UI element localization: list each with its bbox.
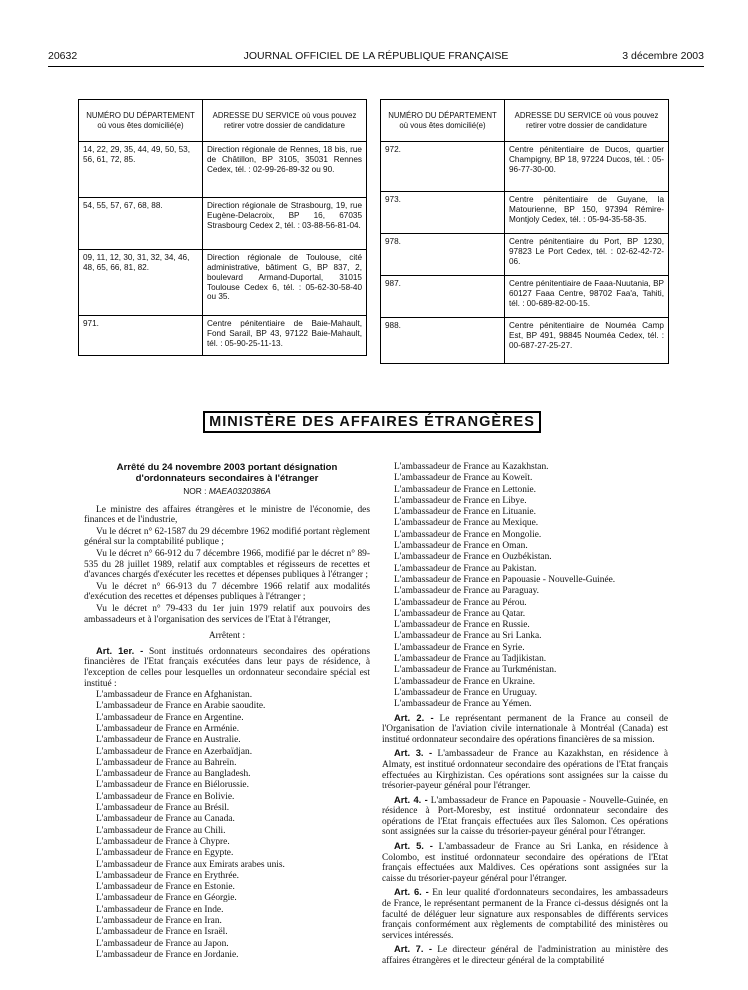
ambassador-entry: L'ambassadeur de France en Arménie. <box>96 723 240 734</box>
ambassador-entry: L'ambassadeur de France en Syrie. <box>394 642 525 653</box>
table-row <box>79 316 367 356</box>
article-list <box>382 713 668 967</box>
nor-label: NOR : <box>183 486 207 496</box>
nor-reference <box>84 486 370 497</box>
ambassador-entry: L'ambassadeur de France au Yémen. <box>394 699 532 710</box>
ambassador-entry: L'ambassadeur de France en Israël. <box>96 927 228 938</box>
nor-code: MAEA0320386A <box>208 486 271 496</box>
ambassador-entry: L'ambassadeur de France au Sri Lanka. <box>394 631 542 642</box>
ambassador-list-left <box>84 690 370 960</box>
article-paragraph <box>382 713 668 746</box>
table-header-department: NUMÉRO DU DÉPARTEMENT où vous êtes domicilié(e) <box>381 100 505 142</box>
ambassador-entry: L'ambassadeur de France en Inde. <box>96 904 224 915</box>
ambassador-list-right <box>382 462 668 710</box>
department-cell: 987. <box>381 276 505 318</box>
address-cell: Centre pénitentiaire de Nouméa Camp Est, BP 491, 98845 Nouméa Cedex, tél. : 00-687-27-25-27. <box>505 318 669 364</box>
article-text: L'ambassadeur de France au Kazakhstan, en résidence à Almaty, est institué ordonnateur secondaire des opérations de l'Etat français effectuées au Kirghizistan. Ces opérations sont assignées sur la caisse du trésorier-payeur général pour l'étranger. <box>382 749 669 792</box>
preamble-paragraph: Le ministre des affaires étrangères et le ministre de l'économie, des finances et de l'industrie, <box>84 504 370 526</box>
preamble-paragraph: Vu le décret n° 79-433 du 1er juin 1979 relatif aux pouvoirs des ambassadeurs et à l'organisation des services de l'Etat à l'étranger, <box>84 603 370 625</box>
article-paragraph <box>382 887 668 941</box>
table-header-address: ADRESSE DU SERVICE où vous pouvez retirer votre dossier de candidature <box>203 100 367 142</box>
ambassador-entry: L'ambassadeur de France au Bangladesh. <box>96 769 251 780</box>
ambassador-entry: L'ambassadeur de France au Turkménistan. <box>394 665 557 676</box>
ambassador-entry: L'ambassadeur de France au Bahreïn. <box>96 757 237 768</box>
table-row <box>79 198 367 250</box>
table-row <box>381 234 669 276</box>
ambassador-entry: L'ambassadeur de France au Kazakhstan. <box>394 462 549 472</box>
table-row <box>381 318 669 364</box>
ambassador-entry: L'ambassadeur de France en Ukraine. <box>394 676 535 687</box>
address-cell: Centre pénitentiaire de Baie-Mahault, Fond Sarail, BP 43, 97122 Baie-Mahault, tél. : 05-90-25-11-13. <box>203 316 367 356</box>
article-paragraph <box>382 841 668 884</box>
ambassador-entry: L'ambassadeur de France au Japon. <box>96 938 229 949</box>
journal-title: JOURNAL OFFICIEL DE LA RÉPUBLIQUE FRANÇAISE <box>243 50 509 62</box>
table-row <box>381 142 669 192</box>
ambassador-entry: L'ambassadeur de France au Koweït. <box>394 473 533 484</box>
address-cell: Direction régionale de Strasbourg, 19, rue Eugène-Delacroix, BP 16, 67035 Strasbourg Cedex 2, tél. : 03-88-56-81-04. <box>203 198 367 250</box>
ambassador-entry: L'ambassadeur de France au Pakistan. <box>394 563 537 574</box>
department-cell: 54, 55, 57, 67, 68, 88. <box>79 198 203 250</box>
page-header <box>48 50 704 64</box>
preamble-paragraph: Vu le décret n° 66-913 du 7 décembre 1966 relatif aux modalités d'exécution des recettes et dépenses publiques à l'étranger ; <box>84 581 370 603</box>
address-cell: Centre pénitentiaire de Faaa-Nuutania, BP 60127 Faaa Centre, 98702 Faa'a, Tahiti, tél. : 00-689-82-00-15. <box>505 276 669 318</box>
table-header-address: ADRESSE DU SERVICE où vous pouvez retirer votre dossier de candidature <box>505 100 669 142</box>
article-label: Art. 2. - <box>394 711 434 723</box>
ambassador-entry: L'ambassadeur de France en Lituanie. <box>394 507 536 518</box>
article-text: Le directeur général de l'administration au ministère des affaires étrangères et le directeur général de la comptabilité <box>382 945 669 966</box>
table-row <box>381 192 669 234</box>
ambassador-entry: L'ambassadeur de France en Uruguay. <box>394 687 537 698</box>
article-paragraph <box>382 748 668 791</box>
article-text: Le représentant permanent de la France au conseil de l'Organisation de l'aviation civile internationale à Montréal (Canada) est institué ordonnateur secondaire des opérations financières de sa mission. <box>382 713 668 745</box>
ambassador-entry: L'ambassadeur de France en Lettonie. <box>394 484 536 495</box>
ambassador-entry: L'ambassadeur de France en Biélorussie. <box>96 780 249 791</box>
address-cell: Centre pénitentiaire de Guyane, la Matourienne, BP 150, 97394 Rémire-Montjoly Cedex, tél. : 05-94-35-58-35. <box>505 192 669 234</box>
department-cell: 972. <box>381 142 505 192</box>
address-cell: Centre pénitentiaire du Port, BP 1230, 97823 Le Port Cedex, tél. : 02-62-42-72-06. <box>505 234 669 276</box>
ambassador-entry: L'ambassadeur de France en Egypte. <box>96 848 234 859</box>
ambassador-entry: L'ambassadeur de France au Mexique. <box>394 518 539 529</box>
department-cell: 14, 22, 29, 35, 44, 49, 50, 53, 56, 61, 72, 85. <box>79 142 203 198</box>
article-label: Art. 5. - <box>394 840 433 852</box>
preamble-paragraph: Vu le décret n° 62-1587 du 29 décembre 1962 modifié portant règlement général sur la comptabilité publique ; <box>84 526 370 548</box>
page-number: 20632 <box>48 50 78 62</box>
department-cell: 973. <box>381 192 505 234</box>
department-cell: 09, 11, 12, 30, 31, 32, 34, 46, 48, 65, 66, 81, 82. <box>79 250 203 316</box>
address-cell: Centre pénitentiaire de Ducos, quartier Champigny, BP 18, 97224 Ducos, tél. : 05-96-77-30-00. <box>505 142 669 192</box>
article-label: Art. 1er. - <box>96 644 144 656</box>
ambassador-entry: L'ambassadeur de France en Afghanistan. <box>96 690 253 701</box>
left-text-column <box>84 462 370 961</box>
ambassador-entry: L'ambassadeur de France à Chypre. <box>96 836 230 847</box>
ambassador-entry: L'ambassadeur de France en Bolivie. <box>96 791 235 802</box>
ambassador-entry: L'ambassadeur de France en Azerbaïdjan. <box>96 746 253 757</box>
table-row <box>79 142 367 198</box>
ambassador-entry: L'ambassadeur de France aux Emirats arabes unis. <box>96 859 285 870</box>
ambassador-entry: L'ambassadeur de France en Mongolie. <box>394 529 542 540</box>
arretent: Arrêtent : <box>208 631 246 642</box>
arrete-title-line2: d'ordonnateurs secondaires à l'étranger <box>135 473 319 484</box>
ambassador-entry: L'ambassadeur de France en Géorgie. <box>96 893 237 904</box>
article-paragraph <box>382 795 668 838</box>
article-label: Art. 7. - <box>394 943 433 955</box>
department-cell: 988. <box>381 318 505 364</box>
header-rule <box>48 66 704 67</box>
ambassador-entry: L'ambassadeur de France en Argentine. <box>96 712 244 723</box>
article-text: L'ambassadeur de France en Papouasie - Nouvelle-Guinée, en résidence à Port-Moresby, est institué ordonnateur secondaire des opérations de l'Etat français effectuées aux îles Salomon. Ces opérations sont assignées sur la caisse du trésorier-payeur général pour l'étranger. <box>382 795 668 838</box>
ambassador-entry: L'ambassadeur de France en Libye. <box>394 495 527 506</box>
article-text: Sont institués ordonnateurs secondaires des opérations financières de l'Etat français exécutées dans leur pays de résidence, à l'exception de celles pour lesquelles un ordonnateur secondaire spécial est institué : <box>84 646 370 689</box>
address-cell: Direction régionale de Toulouse, cité administrative, bâtiment G, BP 837, 2, boulevard Armand-Duportal, 31015 Toulouse Cedex 6, tél. : 05-62-30-58-40 ou 35. <box>203 250 367 316</box>
ambassador-entry: L'ambassadeur de France au Pérou. <box>394 597 527 608</box>
ambassador-entry: L'ambassadeur de France au Tadjikistan. <box>394 654 547 665</box>
ambassador-entry: L'ambassadeur de France en Russie. <box>394 620 530 631</box>
department-cell: 978. <box>381 234 505 276</box>
article-label: Art. 3. - <box>394 747 433 759</box>
arrete-title-line1: Arrêté du 24 novembre 2003 portant désignation <box>116 462 338 473</box>
ambassador-entry: L'ambassadeur de France en Oman. <box>394 541 528 552</box>
ambassador-entry: L'ambassadeur de France en Papouasie - Nouvelle-Guinée. <box>394 574 616 585</box>
ambassador-entry: L'ambassadeur de France en Estonie. <box>96 882 235 893</box>
right-department-table <box>380 99 669 364</box>
ambassador-entry: L'ambassadeur de France au Paraguay. <box>394 586 540 597</box>
address-cell: Direction régionale de Rennes, 18 bis, rue de Châtillon, BP 3105, 35031 Rennes Cedex, tél. : 02-99-26-89-32 ou 90. <box>203 142 367 198</box>
article-label: Art. 6. - <box>394 886 429 898</box>
table-header-department: NUMÉRO DU DÉPARTEMENT où vous êtes domicilié(e) <box>79 100 203 142</box>
ambassador-entry: L'ambassadeur de France en Erythrée. <box>96 870 240 881</box>
article-text: L'ambassadeur de France au Sri Lanka, en résidence à Colombo, est institué ordonnateur secondaire des opérations de l'Etat français effectuées aux Maldives. Ces opérations sont assignées sur la caisse du trésorier-payeur général pour l'étranger. <box>382 842 669 884</box>
table-row <box>79 250 367 316</box>
department-cell: 971. <box>79 316 203 356</box>
ambassador-entry: L'ambassadeur de France au Chili. <box>96 825 226 836</box>
preamble-paragraph: Vu le décret n° 66-912 du 7 décembre 1966, modifié par le décret n° 89-535 du 28 juillet 1989, relatif aux comptables et régisseurs de recettes et d'avances chargés d'exécuter les recettes et dépenses publiques à l'étranger ; <box>84 548 370 581</box>
ambassador-entry: L'ambassadeur de France au Qatar. <box>394 608 526 619</box>
ambassador-entry: L'ambassadeur de France en Australie. <box>96 735 241 746</box>
article-1 <box>84 646 370 689</box>
table-row <box>381 276 669 318</box>
ambassador-entry: L'ambassadeur de France en Ouzbékistan. <box>394 552 552 563</box>
article-label: Art. 4. - <box>394 793 428 805</box>
ministry-heading: MINISTÈRE DES AFFAIRES ÉTRANGÈRES <box>203 411 541 433</box>
ambassador-entry: L'ambassadeur de France au Canada. <box>96 814 235 825</box>
right-text-column <box>382 462 668 968</box>
ambassador-entry: L'ambassadeur de France en Iran. <box>96 916 222 927</box>
ambassador-entry: L'ambassadeur de France en Jordanie. <box>96 949 239 960</box>
issue-date: 3 décembre 2003 <box>622 50 704 62</box>
article-text: En leur qualité d'ordonnateurs secondaires, les ambassadeurs de France, le représentant permanent de la France ci-dessus désignés ont la faculté de déléguer leur signature aux responsables de différents services français conformément aux règlements de comptabilité des ministères ou services intéressés. <box>382 888 669 941</box>
ambassador-entry: L'ambassadeur de France en Arabie saoudite. <box>96 701 266 712</box>
article-paragraph <box>382 944 668 966</box>
ambassador-entry: L'ambassadeur de France au Brésil. <box>96 803 230 814</box>
left-department-table <box>78 99 367 356</box>
